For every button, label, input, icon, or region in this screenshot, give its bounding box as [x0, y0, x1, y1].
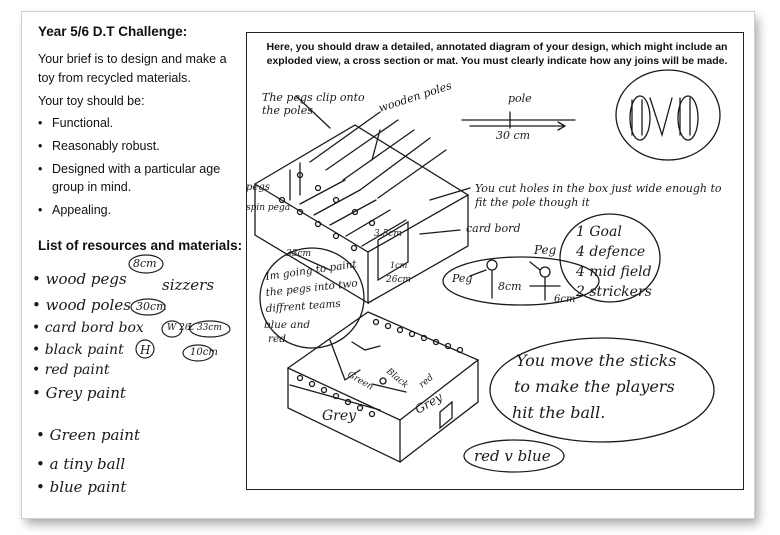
material-item: • card bord box	[32, 320, 144, 336]
annotation-teams: red	[268, 333, 286, 345]
criteria-item: • Functional.	[38, 114, 248, 132]
annotation-pegs-clip: the poles.	[262, 104, 317, 117]
brief-text: Your brief is to design and make a toy from recycled materials.	[38, 52, 227, 85]
team-strikers: 2 strickers	[576, 284, 652, 300]
material-item: • wood pegs	[32, 270, 127, 288]
worksheet-title: Year 5/6 D.T Challenge:	[38, 24, 188, 39]
annotation-red-v-blue: red v blue	[474, 447, 551, 465]
annotation-dimension: 3.5cm	[374, 229, 402, 239]
annotation-dimension: 26cm	[386, 275, 412, 285]
annotation-black: Black	[384, 366, 410, 391]
material-item: • Grey paint	[32, 384, 126, 402]
team-goal: 1 Goal	[576, 224, 622, 240]
annotation-grey: Grey	[412, 389, 445, 417]
annotation-pegs-clip: The pegs clip onto	[262, 91, 365, 104]
should-be-label: Your toy should be:	[38, 94, 145, 108]
annotation-pegs: pegs	[246, 182, 270, 193]
annotation-grey: Grey	[322, 408, 357, 424]
annotation-dimension: 1cm	[390, 261, 408, 270]
annotation-green: Green	[345, 369, 375, 393]
material-item: • black paint	[32, 342, 124, 358]
annotation-peg: Peg	[452, 272, 473, 285]
annotation-red: red	[417, 372, 436, 391]
annotation-teams: blue and	[264, 319, 311, 331]
annotation-pole-length: 30 cm	[496, 129, 531, 142]
annotation-move-sticks: You move the sticks	[516, 351, 677, 370]
annotation-peg: Peg	[534, 243, 557, 257]
material-item: • wood poles	[32, 296, 131, 314]
material-extra: sizzers	[162, 276, 215, 294]
team-defence: 4 defence	[576, 244, 646, 260]
annotation-dimension: 33cm	[286, 249, 312, 259]
criteria-item: • Appealing.	[38, 201, 248, 219]
material-note: 10cm	[190, 347, 218, 358]
material-note: L 33cm	[188, 323, 222, 333]
annotation-dimension: 8cm	[498, 280, 522, 293]
criteria-item: • Designed with a particular age group in mind.	[38, 160, 248, 196]
annotation-teams: the pegs into two	[265, 277, 359, 299]
annotation-spin: spin pega	[246, 203, 291, 213]
material-note: H	[140, 343, 151, 357]
team-midfield: 4 mid field	[576, 264, 652, 280]
annotation-pole: pole	[508, 92, 532, 105]
annotation-move-sticks: hit the ball.	[512, 403, 606, 422]
resources-heading: List of resources and materials:	[38, 238, 243, 253]
material-item: • red paint	[32, 362, 110, 378]
material-note: 8cm	[133, 257, 157, 270]
annotation-cut-holes: fit the pole though it	[475, 196, 590, 209]
annotation-dimension: 6cm	[554, 294, 576, 305]
annotation-wooden-poles: wooden poles	[376, 78, 454, 115]
annotation-card-bord: card bord	[466, 222, 521, 235]
material-note: W 26	[167, 323, 191, 333]
material-item: • Green paint	[36, 426, 140, 444]
material-item: • a tiny ball	[36, 455, 126, 473]
annotation-teams: diffrent teams	[265, 297, 342, 315]
material-note: 30cm	[136, 300, 167, 313]
panel-instructions: Here, you should draw a detailed, annotated diagram of your design, which might include an exploded view, a cross section or mat. You must clearly indicate how any joins will be made.	[266, 41, 728, 67]
annotation-cut-holes: You cut holes in the box just wide enough to	[475, 182, 722, 195]
criteria-item: • Reasonably robust.	[38, 137, 248, 155]
material-item: • blue paint	[36, 478, 127, 496]
annotation-move-sticks: to make the players	[514, 377, 675, 396]
annotation-teams: Im going to paint	[264, 258, 358, 283]
